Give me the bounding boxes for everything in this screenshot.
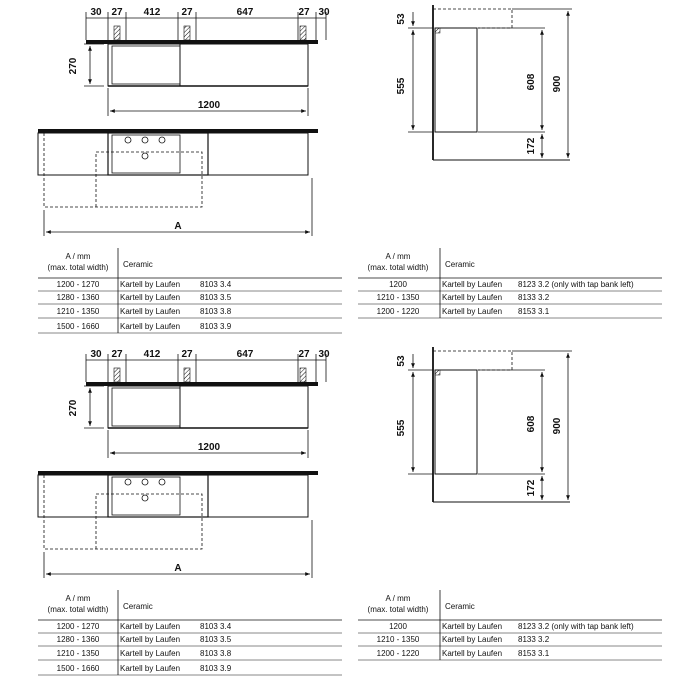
table-row-range: 1200 — [389, 622, 407, 631]
table-row-code: 8103 3.9 — [200, 664, 232, 673]
table-row-code: 8103 3.9 — [200, 322, 232, 331]
header-ceramic: Ceramic — [123, 260, 153, 269]
table-left — [38, 248, 342, 333]
side-elevation — [396, 347, 572, 502]
table-row-code: 8103 3.4 — [200, 280, 232, 289]
header-max-width: (max. total width) — [47, 605, 109, 614]
dim-30-right: 30 — [318, 349, 330, 360]
header-a-mm: A / mm — [65, 594, 91, 603]
dim-647: 647 — [236, 7, 254, 18]
table-right — [358, 248, 662, 318]
cabinet-body — [108, 386, 308, 428]
table-row-code: 8123 3.2 (only with tap bank left) — [518, 622, 634, 631]
header-max-width: (max. total width) — [367, 263, 429, 272]
front-elevation — [68, 349, 330, 458]
table-row-code: 8103 3.5 — [200, 293, 232, 302]
dim-27-b: 27 — [181, 7, 193, 18]
table-row-code: 8103 3.4 — [200, 622, 232, 631]
dim-30-right: 30 — [318, 7, 330, 18]
dim-647: 647 — [236, 349, 254, 360]
drawing-set-1 — [38, 5, 662, 333]
dim-555: 555 — [396, 77, 407, 95]
table-row-range: 1500 - 1660 — [56, 664, 100, 673]
dim-a: A — [174, 221, 182, 232]
table-row-code: 8153 3.1 — [518, 307, 550, 316]
table-row-code: 8103 3.8 — [200, 307, 232, 316]
table-row-code: 8133 3.2 — [518, 635, 550, 644]
table-row-range: 1210 - 1350 — [56, 307, 100, 316]
hidden-lines — [44, 133, 202, 207]
dim-172: 172 — [526, 479, 537, 497]
dim-1200: 1200 — [197, 100, 221, 111]
dim-270: 270 — [68, 399, 79, 417]
table-row-product: Kartell by Laufen — [120, 307, 181, 316]
dim-1200: 1200 — [197, 442, 221, 453]
open-shelf — [112, 388, 180, 426]
dim-27-c: 27 — [298, 7, 310, 18]
side-cabinet — [435, 28, 477, 132]
table-row-product: Kartell by Laufen — [120, 280, 181, 289]
table-row-product: Kartell by Laufen — [120, 664, 181, 673]
table-row-range: 1210 - 1350 — [376, 293, 420, 302]
side-elevation — [396, 5, 572, 160]
table-row-code: 8123 3.2 (only with tap bank left) — [518, 280, 634, 289]
table-row-code: 8103 3.8 — [200, 649, 232, 658]
tap-holes — [125, 479, 165, 501]
table-row-product: Kartell by Laufen — [120, 649, 181, 658]
dim-172: 172 — [526, 137, 537, 155]
header-a-mm: A / mm — [65, 252, 91, 261]
header-ceramic: Ceramic — [445, 260, 475, 269]
dim-27-c: 27 — [298, 349, 310, 360]
table-row-product: Kartell by Laufen — [442, 307, 503, 316]
table-row-range: 1280 - 1360 — [56, 635, 100, 644]
plan-view — [38, 129, 318, 236]
front-elevation — [68, 7, 330, 116]
dim-53: 53 — [396, 13, 407, 25]
header-max-width: (max. total width) — [367, 605, 429, 614]
table-row-code: 8103 3.5 — [200, 635, 232, 644]
countertop — [86, 40, 318, 44]
table-row-range: 1500 - 1660 — [56, 322, 100, 331]
table-row-range: 1280 - 1360 — [56, 293, 100, 302]
dim-412: 412 — [143, 349, 161, 360]
table-row-product: Kartell by Laufen — [120, 322, 181, 331]
header-ceramic: Ceramic — [123, 602, 153, 611]
dim-a: A — [174, 563, 182, 574]
dim-412: 412 — [143, 7, 161, 18]
dim-270: 270 — [68, 57, 79, 75]
dim-53: 53 — [396, 355, 407, 367]
drawing-set-2 — [38, 347, 662, 675]
dim-27-a: 27 — [111, 349, 123, 360]
table-left — [38, 590, 342, 675]
table-row-code: 8133 3.2 — [518, 293, 550, 302]
dim-555: 555 — [396, 419, 407, 437]
table-row-range: 1200 — [389, 280, 407, 289]
table-right — [358, 590, 662, 660]
hidden-lines — [44, 475, 202, 549]
dim-608: 608 — [526, 73, 537, 91]
dim-900: 900 — [552, 417, 563, 435]
dim-30-left: 30 — [90, 7, 102, 18]
wall-anchor-icons — [114, 26, 306, 40]
header-ceramic: Ceramic — [445, 602, 475, 611]
side-cabinet — [435, 370, 477, 474]
table-row-range: 1200 - 1220 — [376, 649, 420, 658]
table-row-code: 8153 3.1 — [518, 649, 550, 658]
cabinet-body — [108, 44, 308, 86]
table-row-product: Kartell by Laufen — [120, 293, 181, 302]
dim-27-a: 27 — [111, 7, 123, 18]
dim-30-left: 30 — [90, 349, 102, 360]
table-row-product: Kartell by Laufen — [120, 635, 181, 644]
plan-countertop-edge — [38, 129, 318, 133]
table-row-range: 1200 - 1270 — [56, 622, 100, 631]
dim-900: 900 — [552, 75, 563, 93]
table-row-product: Kartell by Laufen — [442, 293, 503, 302]
table-row-range: 1200 - 1270 — [56, 280, 100, 289]
table-row-product: Kartell by Laufen — [442, 649, 503, 658]
header-a-mm: A / mm — [385, 252, 411, 261]
dim-27-b: 27 — [181, 349, 193, 360]
table-row-range: 1210 - 1350 — [376, 635, 420, 644]
washbasin-outline — [108, 133, 208, 175]
plan-view — [38, 471, 318, 578]
header-a-mm: A / mm — [385, 594, 411, 603]
table-row-product: Kartell by Laufen — [442, 635, 503, 644]
countertop — [86, 382, 318, 386]
dim-608: 608 — [526, 415, 537, 433]
tap-holes — [125, 137, 165, 159]
table-row-range: 1210 - 1350 — [56, 649, 100, 658]
wall-anchor-icons — [114, 368, 306, 382]
table-row-product: Kartell by Laufen — [120, 622, 181, 631]
open-shelf — [112, 46, 180, 84]
plan-countertop-edge — [38, 471, 318, 475]
table-row-product: Kartell by Laufen — [442, 280, 503, 289]
washbasin-outline — [108, 475, 208, 517]
header-max-width: (max. total width) — [47, 263, 109, 272]
table-row-range: 1200 - 1220 — [376, 307, 420, 316]
table-row-product: Kartell by Laufen — [442, 622, 503, 631]
